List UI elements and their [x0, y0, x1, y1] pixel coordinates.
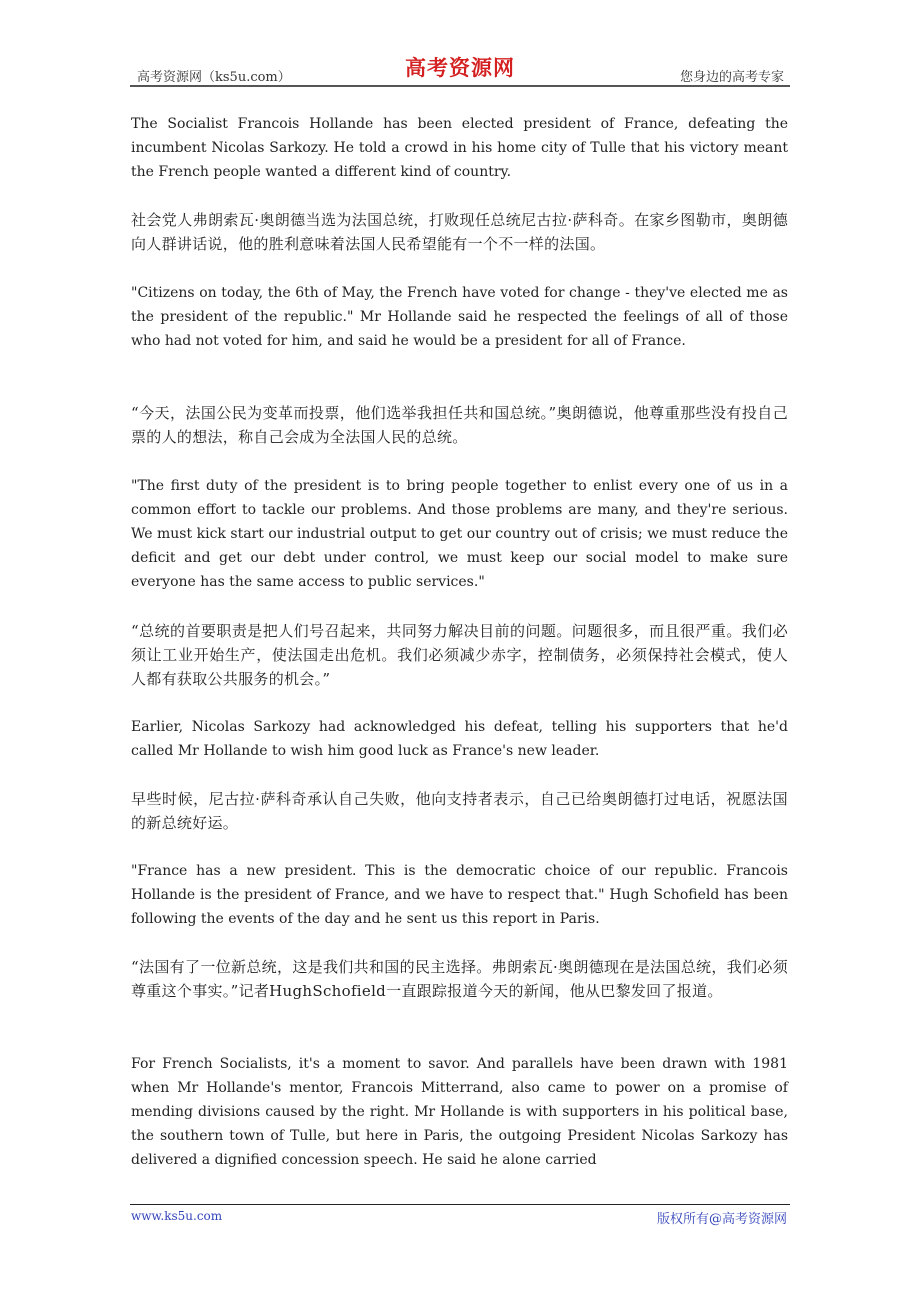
paragraph-en-4: Earlier, Nicolas Sarkozy had acknowledged his defeat, telling his supporters that he'd called Mr Hollande to wish him good luck as France's new leader. [131, 719, 788, 759]
paragraph-en-3: "The first duty of the president is to bring people together to enlist every one of us in a common effort to tackle our problems. And those problems are many, and they're serious. We must kick start our industrial output to get our country out of crisis; we must reduce the deficit and get our debt under control, we must keep our social model to make sure everyone has the same access to public services." [131, 478, 788, 590]
paragraph-cn-4: 早些时候，尼古拉·萨科奇承认自己失败，他向支持者表示，自己已给奥朗德打过电话，祝愿法国的新总统好运。 [131, 790, 788, 832]
header-slogan: 您身边的高考专家 [679, 70, 784, 85]
paragraph-en-6: For French Socialists, it's a moment to savor. And parallels have been drawn with 1981 when Mr Hollande's mentor, Francois Mitterrand, also came to power on a promise of mending divisions caused by the right. Mr Hollande is with supporters in his political base, the southern town of Tulle, but here in Paris, the outgoing President Nicolas Sarkozy has delivered a dignified concession speech. He said he alone carried [131, 1056, 788, 1168]
paragraph-cn-1: 社会党人弗朗索瓦·奥朗德当选为法国总统，打败现任总统尼古拉·萨科奇。在家乡图勒市，奥朗德向人群讲话说，他的胜利意味着法国人民希望能有一个不一样的法国。 [131, 211, 788, 253]
paragraph-cn-2: “今天，法国公民为变革而投票，他们选举我担任共和国总统。”奥朗德说，他尊重那些没有投自己票的人的想法，称自己会成为全法国人民的总统。 [131, 404, 788, 446]
header-divider [130, 85, 790, 87]
header-logo: 高考资源网 [405, 55, 515, 80]
paragraph-en-1: The Socialist Francois Hollande has been elected president of France, defeating the incumbent Nicolas Sarkozy. He told a crowd in his home city of Tulle that his victory meant the French people wanted a different kind of country. [131, 116, 788, 180]
footer-divider [130, 1204, 790, 1205]
header-site-name: 高考资源网（ks5u.com） [137, 70, 291, 85]
paragraph-cn-3: “总统的首要职责是把人们号召起来，共同努力解决目前的问题。问题很多，而且很严重。我们必须让工业开始生产，使法国走出危机。我们必须减少赤字，控制债务，必须保持社会模式，使人人都有获取公共服务的机会。” [131, 622, 788, 688]
paragraph-en-5: "France has a new president. This is the democratic choice of our republic. Francois Hollande is the president of France, and we have to respect that." Hugh Schofield has been following the events of the day and he sent us this report in Paris. [131, 863, 788, 927]
footer-website-link[interactable]: www.ks5u.com [131, 1209, 223, 1223]
paragraph-cn-5: “法国有了一位新总统，这是我们共和国的民主选择。弗朗索瓦·奥朗德现在是法国总统，我们必须尊重这个事实。”记者HughSchofield一直跟踪报道今天的新闻，他从巴黎发回了报道。 [131, 958, 788, 1000]
footer-copyright: 版权所有@高考资源网 [656, 1212, 787, 1227]
paragraph-en-2: "Citizens on today, the 6th of May, the French have voted for change - they've elected me as the president of the republic." Mr Hollande said he respected the feelings of all of those who had not voted for him, and said he would be a president for all of France. [131, 285, 788, 349]
